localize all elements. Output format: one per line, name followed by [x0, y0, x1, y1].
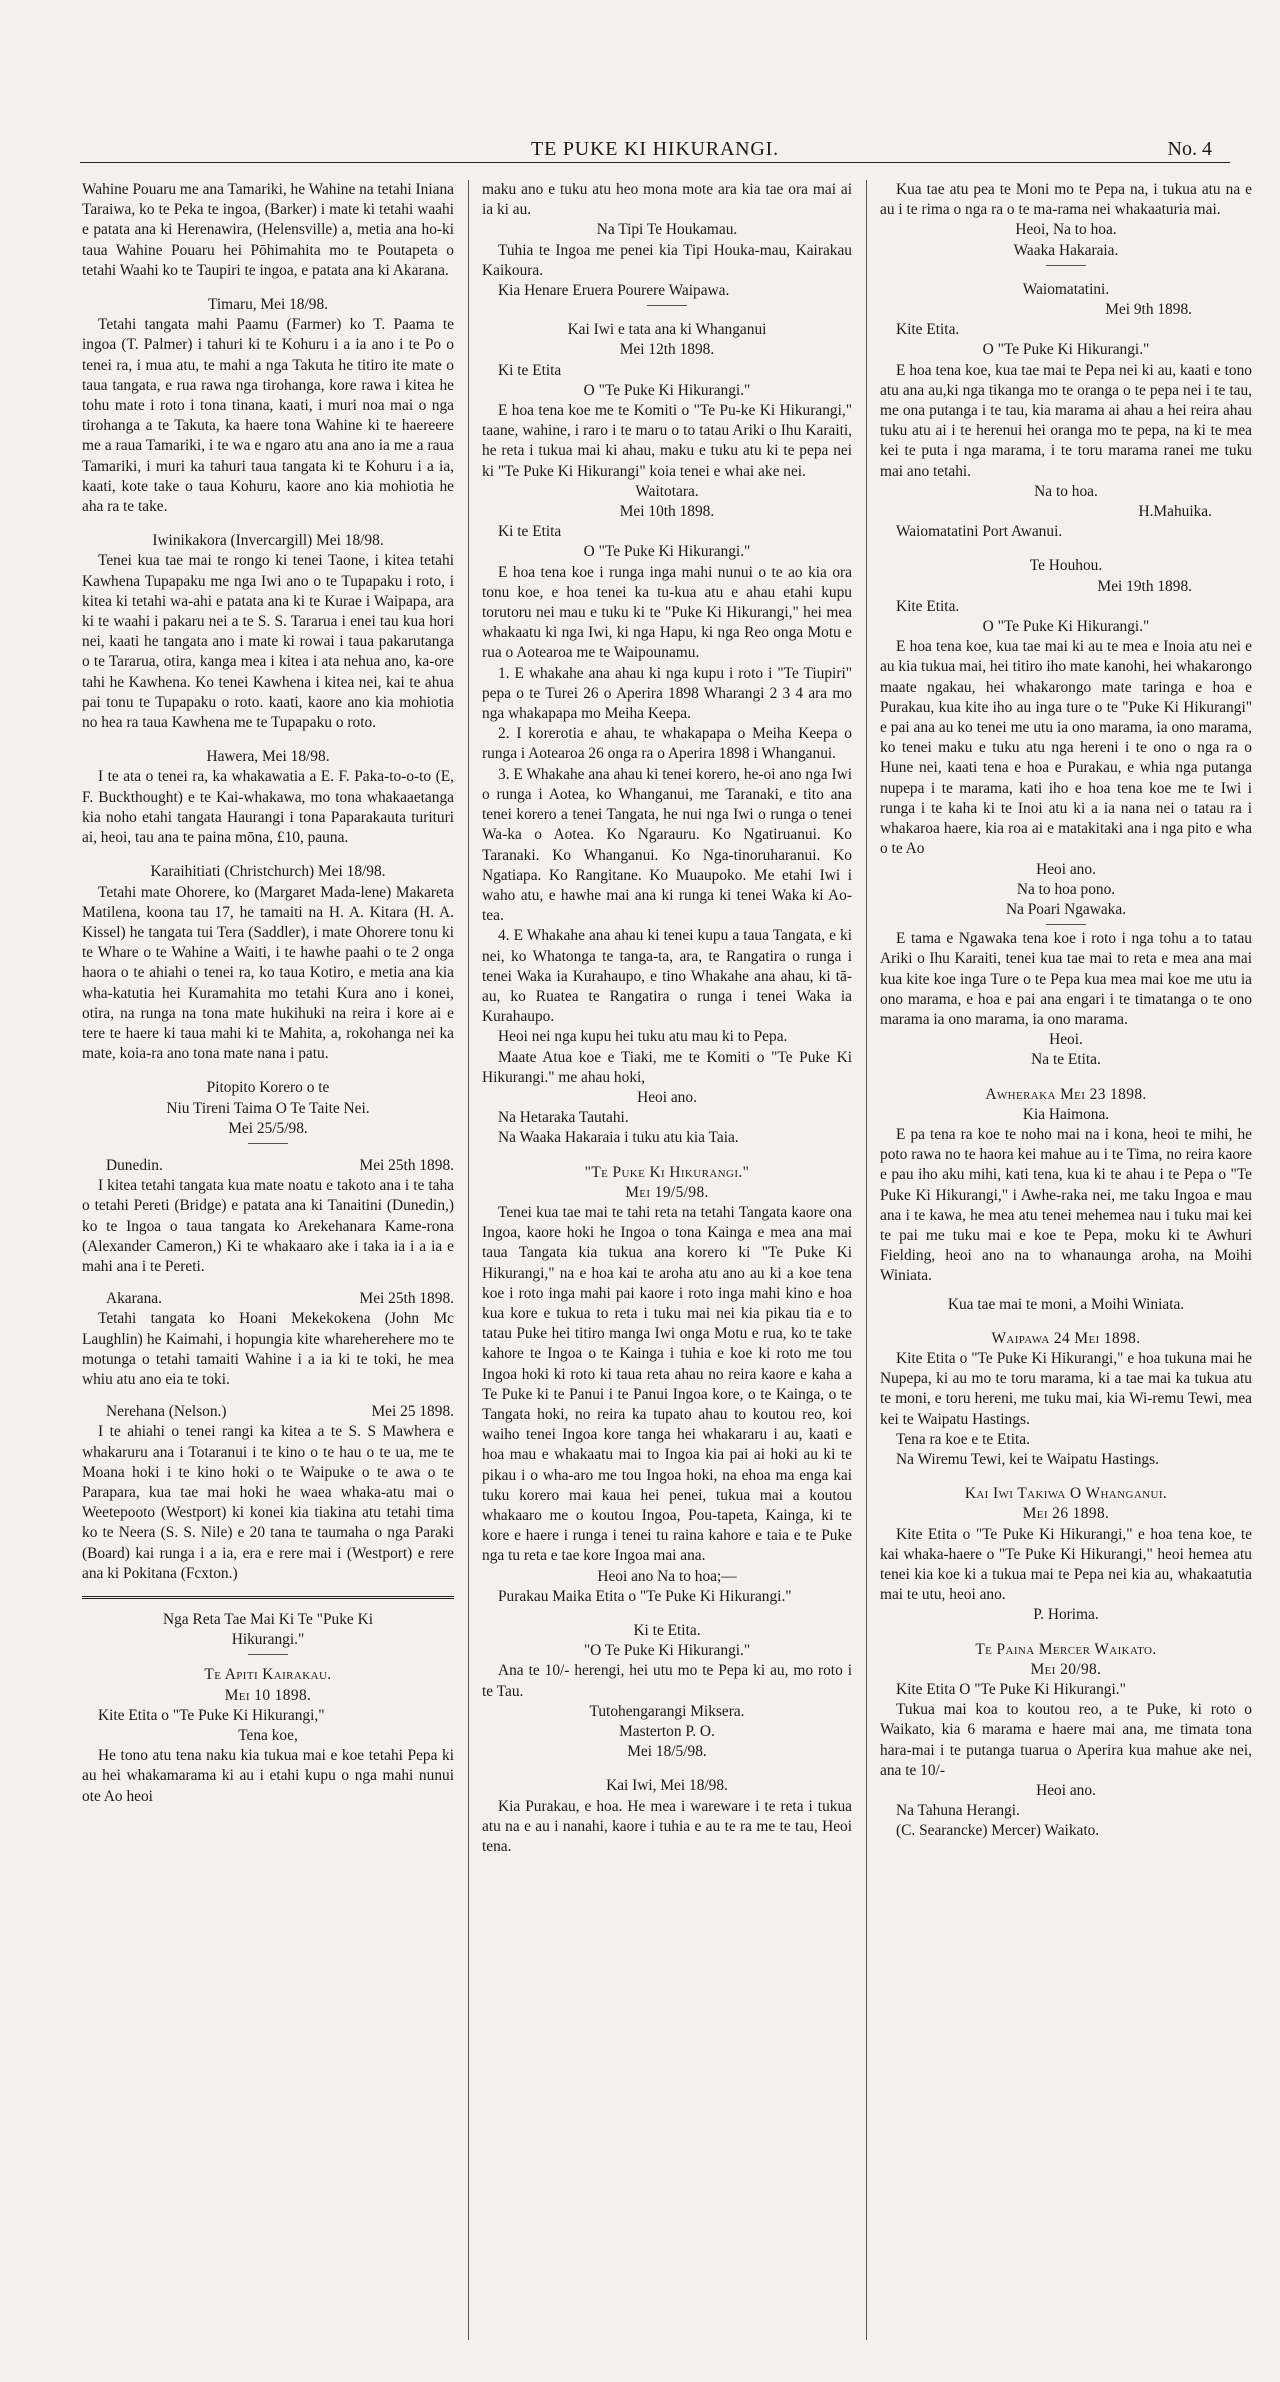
- dateline-row: [82, 1402, 454, 1422]
- article-paragraph: I te ata o tenei ra, ka whakawatia a E. F. Paka-to-o-to (E, F. Buckthought) e te Kai-whakawa, mo tona whakaaetanga kia noho etahi tangata Haurangi i tona Paparakauta turituri ai, heoi, tau ana te paina mōna, £10, pauna.: [82, 768, 454, 847]
- letter-heading: Kai Iwi e tata ana ki Whanganui: [567, 321, 767, 339]
- letter-closing: Heoi, Na to hoa.: [1015, 221, 1117, 239]
- article-paragraph: 2. I korerotia e ahau, te whakapapa o Meiha Keepa o runga i Aotearoa 26 onga ra o Aperira 1898 i Whanganui.: [482, 725, 852, 763]
- signature: Na Hetaraka Tautahi.: [498, 1109, 629, 1127]
- article-paragraph: 3. E Whakahe ana ahau ki tenei korero, he-oi ano nga Iwi o runga i Aotea, ko Whanganui, me Taranaki, e tito ana tenei korero a tenei Tangata, he nui nga Iwi o runga o tenei Wa-ka o Aotea. Ko Ngarauru. Ko Ngatiruanui. Ko Taranaki. Ko Whanganui. Ko Nga-tinoruharanui. Ko Ngatiapa. Ko Rangitane. Ko Muaupoko. Me etahi Iwi i waho atu, e hawhe mai ana ki runga ki tenei Waka ki Ao-tea.: [482, 765, 852, 925]
- dateline-date: Mei 25 1898.: [371, 1403, 454, 1421]
- signature: Na Waaka Hakaraia i tuku atu kia Taia.: [498, 1129, 739, 1147]
- masthead: [80, 138, 1230, 163]
- section-date: Mei 25/5/98.: [228, 1119, 308, 1137]
- dateline: Hawera, Mei 18/98.: [206, 748, 330, 766]
- dateline: Iwinikakora (Invercargill) Mei 18/98.: [152, 532, 384, 550]
- article-paragraph: Kua tae atu pea te Moni mo te Pepa na, i tukua atu na e au i te rima o nga ra o te ma-rama nei whakaaturia mai.: [880, 181, 1252, 219]
- article-paragraph: Tetahi tangata ko Hoani Mekekokena (John Mc Laughlin) he Kaimahi, i hopungia kite whareherehere mo te motunga o tetahi tamaiti Wahine i a ia ki te toki, he mea whiu atu ano eia te toki.: [82, 1310, 454, 1388]
- article-paragraph: Tukua mai koa to koutou reo, a te Puke, ki roto o Waikato, kia 6 marama e haere mai ana, me timata tona hara-mai i te putanga tuarua o Aperira kua mahue ake nei, ana te 10/-: [880, 1701, 1252, 1779]
- letter-salutation: Kite Etita.: [896, 597, 960, 615]
- letter-greeting: Tena koe,: [238, 1727, 298, 1745]
- signature: Na Tahuna Herangi.: [896, 1802, 1020, 1820]
- letter-closing: Heoi ano.: [1036, 860, 1096, 878]
- letter-heading: Waipawa 24 Mei 1898.: [991, 1329, 1141, 1347]
- article-paragraph: Kia Purakau, e hoa. He mea i wareware i te reta i tukua atu na e au i nanahi, kaore i tuhia e au te ra me te tau, Heoi tena.: [482, 1797, 852, 1856]
- article-paragraph: 4. E Whakahe ana ahau ki tenei kupu a taua Tangata, e ki nei, ko Whatonga te tanga-ta, ara, te Rangatira o runga i tenei Waka ia Kurahaupo, e tino Whakahe ana ahau, ki tā-au, ko Ruatea te Rangatira o runga i tenei Waka ia Kurahaupo.: [482, 927, 852, 1026]
- letter-date: Mei 20/98.: [1030, 1660, 1102, 1678]
- issue-number: No. 4: [1167, 138, 1212, 160]
- divider: [647, 305, 687, 306]
- dateline-place: Akarana.: [106, 1290, 162, 1308]
- letter-closing: Heoi ano.: [1036, 1782, 1096, 1800]
- signature: Waaka Hakaraia.: [1013, 241, 1119, 259]
- letter-closing: Heoi ano Na to hoa;—: [597, 1567, 737, 1585]
- section-heading: Nga Reta Tae Mai Ki Te "Puke Ki: [162, 1611, 373, 1628]
- letter-salutation: Kite Etita o "Te Puke Ki Hikurangi,": [98, 1706, 325, 1724]
- article-paragraph: E pa tena ra koe te noho mai na i kona, heoi te mihi, he poto rawa no te haora kei mahue au i te Tima, no reira kaore e pau iho aku mihi, kati tena, kua ki te ahau i te Pepa o "Te Puke Ki Hikurangi," i Awhe-raka nei, me taku Ingoa e mau ana i te kawa, he mea atu tenei mehemea nau i tuku mai kei te pai me tuku mai e koe te Pepa, moku ki te Awhuri Fielding, heoi ano na to whanaunga aroha, na Moihi Winiata.: [880, 1125, 1252, 1285]
- signature: Na Poari Ngawaka.: [1005, 900, 1127, 918]
- article-paragraph: E hoa tena koe i runga inga mahi nunui o te ao kia ora tonu koe, e hoa tenei ka tu-kua atu e ahau etahi kupu torutoru nei mau e tuku ki te "Puke Ki Hikurangi," hei mea whakaatu ki nga Iwi, ki nga Hapu, ki nga Reo onga Motu e rua o Aotearoa me te Waipounamu.: [482, 563, 852, 662]
- letter-date: Mei 9th 1898.: [1105, 301, 1192, 319]
- dateline-date: Mei 25th 1898.: [359, 1290, 454, 1308]
- letter-date: Mei 10 1898.: [224, 1686, 312, 1704]
- article-paragraph: Heoi nei nga kupu hei tuku atu mau ki to Pepa.: [498, 1028, 788, 1046]
- article-paragraph: E tama e Ngawaka tena koe i roto i nga tohu a to tatau Ariki o Ihu Karaiti, tenei kua tae mai to reta e mea ana mai kua kite koe inga Ture o te Pepa kua mea mai koe me utu ia ono marama, e hoa e pai ana engari i te timatanga o te ono marama ia ono marama, ia ono marama.: [880, 930, 1252, 1028]
- section-heading: "Te Puke Ki Hikurangi.": [584, 1163, 750, 1181]
- letter-salutation: Kite Etita O "Te Puke Ki Hikurangi.": [896, 1681, 1126, 1699]
- letter-salutation: "O Te Puke Ki Hikurangi.": [583, 1642, 751, 1660]
- dateline: Timaru, Mei 18/98.: [208, 296, 328, 314]
- article-paragraph: Kite Etita o "Te Puke Ki Hikurangi," e hoa tena koe, te kai whaka-haere o "Te Puke Ki Hikurangi," heoi hemea atu tenei kia koe ki a tukua mai te Pepa nei kia au, whakaatutia mai te utu, heoi ano.: [880, 1525, 1252, 1604]
- article-paragraph: Ana te 10/- herengi, hei utu mo te Pepa ki au, mo roto i te Tau.: [482, 1662, 852, 1700]
- divider: [1046, 924, 1086, 925]
- article-paragraph: E hoa tena koe, kua tae mai te Pepa nei ki au, kaati e tono atu ana au,ki nga tikanga mo te oranga o te pepa nei i te tau, me ona putanga i te tau, kia marama ai ahau a hei reira ahau tuku atu ai i te herenui hei oranga mo te pepa, na ki te mea kei te puta i nga marama, i te toru marama ranei me tuku mai ano tetahi.: [880, 361, 1252, 480]
- signature: P. Horima.: [1033, 1606, 1099, 1624]
- article-paragraph: Tenei kua tae mai te tahi reta na tetahi Tangata kaore ona Ingoa, kaore hoki he Ingoa o tona Kainga e mea ana mai taua Tangata kia tukua ana korero ki "Te Puke Ki Hikurangi," na e hoa kai te aroha atu ano au ki a koe tena koe i roto inga mahi pai kaore i roto inga mahi kino e hoa kua kore e tukua to reta i tuku mai nei kia pikau tia e to tatau Puke hei titiro manga Iwi onga Motu e rua, ko te take kahore te Ingoa o te Kainga i tuhia e koe ki roto me tou Ingoa hoki ki roto ki taua reta ahau no reira kaore e kaha a Te Puke ki te Panui i te Panui Ingoa kore, o te Kainga, o te Tangata hoki, no reira ka tupato ahau to koutou reo, koi waiho tenei Ingoa kore tanga hei whakararu i au, kaati e hoa mau e whakaatu mai to Ingoa kia pai ai hoki au ki te pikau i o wha-aro me tou Ingoa hoki, na ehoa ma enga kai tuku korero mai kaua hei penei, tukua mai a koutou whakaaro me o koutou Ingoa, Pou-tapeta, Kainga, ki te kore e haere i runga i tenei tu raina kahore e taia e te Puke nga tu reta e tae kore Ingoa mai ana.: [482, 1203, 852, 1565]
- article-paragraph: Kia Henare Eruera Pourere Waipawa.: [498, 282, 730, 300]
- signature: Na Tipi Te Houkamau.: [596, 221, 738, 239]
- article-paragraph: E hoa tena koe me te Komiti o "Te Pu-ke Ki Hikurangi," taane, wahine, i raro i te maru o to tatau Ariki o Ihu Karaiti, he reta i tukua mai ki ahau, maku e tuku atu ki te pepa nei ki "Te Puke Ki Hikurangi" koia tenei e whai ake nei.: [482, 402, 852, 480]
- newspaper-title: TE PUKE KI HIKURANGI.: [531, 138, 779, 160]
- letter-place: Waitotara.: [635, 482, 699, 500]
- article-paragraph: Maate Atua koe e Tiaki, me te Komiti o "Te Puke Ki Hikurangi." me ahau hoki,: [482, 1048, 852, 1086]
- letter-date: Mei 10th 1898.: [619, 503, 715, 521]
- letter-heading: Te Paina Mercer Waikato.: [975, 1640, 1157, 1658]
- divider: [248, 1143, 288, 1144]
- column-3: [880, 180, 1252, 2360]
- article-paragraph: I te ahiahi o tenei rangi ka kitea a te S. S Mawhera e whakaruru ana i Totaranui i te kino o te hau o te ua, me te Moana hoki i te kino hoki o te Waipuke o te awa o te Parapara, kua tae mai hoki he waea whaka-atu mai o Weetepooto (Westport) ki konei kia tiakina atu tetahi tima ko te Neera (S. S. Nile) e 20 tana te taumaha o nga Paraki (Board) kai runga i a ia, era e rere mai i (Westport) e rere ana ki Pokitana (Fcxton.): [82, 1423, 454, 1582]
- letter-heading: Awheraka Mei 23 1898.: [985, 1085, 1147, 1103]
- letter-closing: Na to hoa.: [1034, 482, 1098, 500]
- column-1: [82, 180, 454, 2360]
- double-rule: [82, 1596, 454, 1602]
- letter-closing: Heoi ano.: [637, 1088, 697, 1106]
- signature: Purakau Maika Etita o "Te Puke Ki Hikurangi.": [498, 1587, 792, 1605]
- letter-date: Mei 26 1898.: [1022, 1505, 1110, 1523]
- article-paragraph: 1. E whakahe ana ahau ki nga kupu i roto i "Te Tiupiri" pepa o te Turei 26 o Aperira 1898 Wharangi 2 3 4 ara mo nga whakapapa mo Meiha Keepa.: [482, 664, 852, 723]
- signature: Na te Etita.: [1031, 1051, 1101, 1069]
- section-heading: Pitopito Korero o te: [206, 1079, 330, 1097]
- article-paragraph: Tuhia te Ingoa me penei kia Tipi Houka-mau, Kairakau Kaikoura.: [482, 241, 852, 279]
- dateline-place: Nerehana (Nelson.): [106, 1403, 227, 1421]
- letter-salutation: O "Te Puke Ki Hikurangi.": [982, 341, 1150, 359]
- letter-salutation: Ki te Etita.: [633, 1622, 701, 1640]
- letter-heading: Kai Iwi Takiwa O Whanganui.: [964, 1485, 1168, 1503]
- article-paragraph: Tetahi mate Ohorere, ko (Margaret Mada-lene) Makareta Matilena, koona tau 17, he tamaiti na H. A. Kitara (H. A. Kissel) he tangata tui Tera (Saddler), i mate Ohorere tonu ki te Whare o te Wahine a Waiti, i te hawhe paahi o te 2 onga haora o te ahiahi o tenei ra, ko taua Kotiro, e metia ana kia wha-katutia hei Kuramahita mo tetahi Kura ano i konei, otira, na runga na tona mate hukihuki na reira i kore ai e tere te haere ki taua mahi ki te Mahita, a, rokohanga nei ka mate, koia-ra ano tona mate nana i patu.: [82, 883, 454, 1063]
- article-paragraph: E hoa tena koe, kua tae mai ki au te mea e Inoia atu nei e au kia tukua mai, hei titiro iho mate kanohi, hei whakarongo maate ngakau, hei whakarongo mate taringa e hoa e Purakau, kua kite iho au inga ture o te "Puke Ki Hikurangi" e pai ana au ko tenei me utu ia ono marama, ia ono marama, ko tenei maku e tuku atu nga hereni i te ono o nga ra o Hune nei, kaati tena e hoa e Purakau, e whia nga putanga nupepa i te marama, kati iho e hoa tena koe me te Iwi i runga i te kaha ki te Inoi atu ki a ia nana nei o tatau ra i whakaroa haere, kia roa ai e matakitaki ana i nga pito e wha o te Ao: [880, 638, 1252, 858]
- column-rule: [468, 180, 469, 2340]
- letter-salutation: O "Te Puke Ki Hikurangi.": [982, 618, 1150, 636]
- article-paragraph: Tenei kua tae mai te rongo ki tenei Taone, i kitea tetahi Kawhena Tupapaku me nga Iwi ano o te Tupapaku i roto, i kitea ki tetahi wa-ahi e patata ana ki te Kurae i Waipapa, ara ki te waahi i pakaru nei a te S. S. Tararua i enei tau kua hori nei, kaati he tangata ano i mate ki rowai i taua pakarutanga o te Tararua, otira, kanga mea i kitea i ata nehua ano, ka-ore tahi he Kawhena. Ko tenei Kawhena i kitea nei, kai te ahua pai tonu te Tupapaku o roto. kaati, kaore ano kia mohiotia no hea ra taua Kawhena me te Tupapaku o roto.: [82, 552, 454, 732]
- letter-heading: Te Houhou.: [1029, 557, 1103, 575]
- article-paragraph: Tetahi tangata mahi Paamu (Farmer) ko T. Paama te ingoa (T. Palmer) i tahuri ki te Kohuru i a ia ano i te Po o tenei ra, i mua atu, te mahi a nga Takuta he titiro ite mate o taua tangata, e rua rawa nga tirohanga, kore rawa i kitea he tohu mate i roto i tona tinana, kaati, i muri noa mai o nga tirohanga a te Takuta, ka haere tona Wahine ki te haereere me a raua Tamariki, i te wa e ngaro atu ana ano ia me a raua Tamariki, i muri ka tahuri taua tangata ki te Kohuru i a ia, kaati, kote take o taua Kohuru, kaore ano kia mohiotia he aha ra te take.: [82, 316, 454, 516]
- letter-date: Mei 19th 1898.: [1097, 577, 1192, 595]
- column-2: [482, 180, 852, 2360]
- letter-salutation: Ki te Etita: [498, 361, 562, 379]
- signature: H.Mahuika.: [1138, 503, 1212, 521]
- article-paragraph: I kitea tetahi tangata kua mate noatu e takoto ana i te taha o tetahi Pereti (Bridge) e patata ana ki Tanaitini (Dunedin,) ko te Ingoa o taua tangata ko Arekehanara Kame-rona (Alexander Cameron,) Ki te whakaaro ake i taka ia i a ia e mahi ana i te Pereti.: [82, 1177, 454, 1275]
- signature-address: Waiomatatini Port Awanui.: [896, 523, 1063, 541]
- section-date: Mei 19/5/98.: [625, 1183, 709, 1201]
- letter-salutation: O "Te Puke Ki Hikurangi.": [583, 543, 751, 561]
- article-paragraph: Kite Etita o "Te Puke Ki Hikurangi," e hoa tukuna mai he Nupepa, ki au mo te toru marama, ki a tae mai ka tukua atu te moni, e toru hereni, me tuku mai, kia Wi-remu Tewi, mea kei te Waipatu Hastings.: [880, 1349, 1252, 1428]
- letter-date: Mei 12th 1898.: [619, 341, 715, 359]
- section-heading: Hikurangi.": [231, 1631, 305, 1649]
- dateline: Karaihitiati (Christchurch) Mei 18/98.: [150, 863, 386, 881]
- article-paragraph: maku ano e tuku atu heo mona mote ara kia tae ora mai ai ia ki au.: [482, 181, 852, 219]
- letter-heading: Kai Iwi, Mei 18/98.: [606, 1777, 728, 1795]
- article-paragraph: He tono atu tena naku kia tukua mai e koe tetahi Pepa ki au hei whakamarama ki au i etahi kupu o nga mahi nunui ote Ao heoi: [82, 1747, 454, 1805]
- letter-salutation: O "Te Puke Ki Hikurangi.": [583, 381, 751, 399]
- letter-heading: Te Apiti Kairakau.: [204, 1666, 332, 1684]
- divider: [248, 1654, 288, 1655]
- article-paragraph: Wahine Pouaru me ana Tamariki, he Wahine na tetahi Iniana Taraiwa, ko te Peka te ingoa, (Barker) i mate ki tetahi waahi e patata ana ki Herenawira, (Helensville) a, metia ana ho-ki taua Wahine Pouaru hei Pōhimahita mo te Poutapeta o tetahi Waahi ko te Taupiri te ingoa, e patata ana ki Akarana.: [82, 181, 454, 279]
- dateline-row: [82, 1289, 454, 1309]
- dateline-row: [82, 1156, 454, 1176]
- letter-heading: Waiomatatini.: [1022, 280, 1110, 298]
- column-rule: [866, 180, 867, 2340]
- letter-closing: Heoi.: [1049, 1031, 1083, 1049]
- section-heading: Niu Tireni Taima O Te Taite Nei.: [166, 1099, 370, 1117]
- signature: Na to hoa pono.: [1016, 880, 1116, 898]
- letter-salutation: Kite Etita.: [896, 321, 960, 339]
- letter-salutation: Kia Haimona.: [1022, 1105, 1110, 1123]
- letter-date: Mei 18/5/98.: [627, 1743, 707, 1761]
- article-paragraph: Kua tae mai te moni, a Moihi Winiata.: [947, 1295, 1185, 1313]
- dateline-date: Mei 25th 1898.: [359, 1156, 454, 1174]
- signature: Masterton P. O.: [619, 1723, 715, 1741]
- signature: Tutohengarangi Miksera.: [589, 1702, 745, 1720]
- signature: Na Wiremu Tewi, kei te Waipatu Hastings.: [896, 1450, 1159, 1468]
- article-paragraph: Tena ra koe e te Etita.: [896, 1430, 1030, 1448]
- signature: (C. Searancke) Mercer) Waikato.: [896, 1822, 1100, 1840]
- dateline-place: Dunedin.: [106, 1156, 163, 1174]
- divider: [1046, 265, 1086, 266]
- letter-salutation: Ki te Etita: [498, 523, 562, 541]
